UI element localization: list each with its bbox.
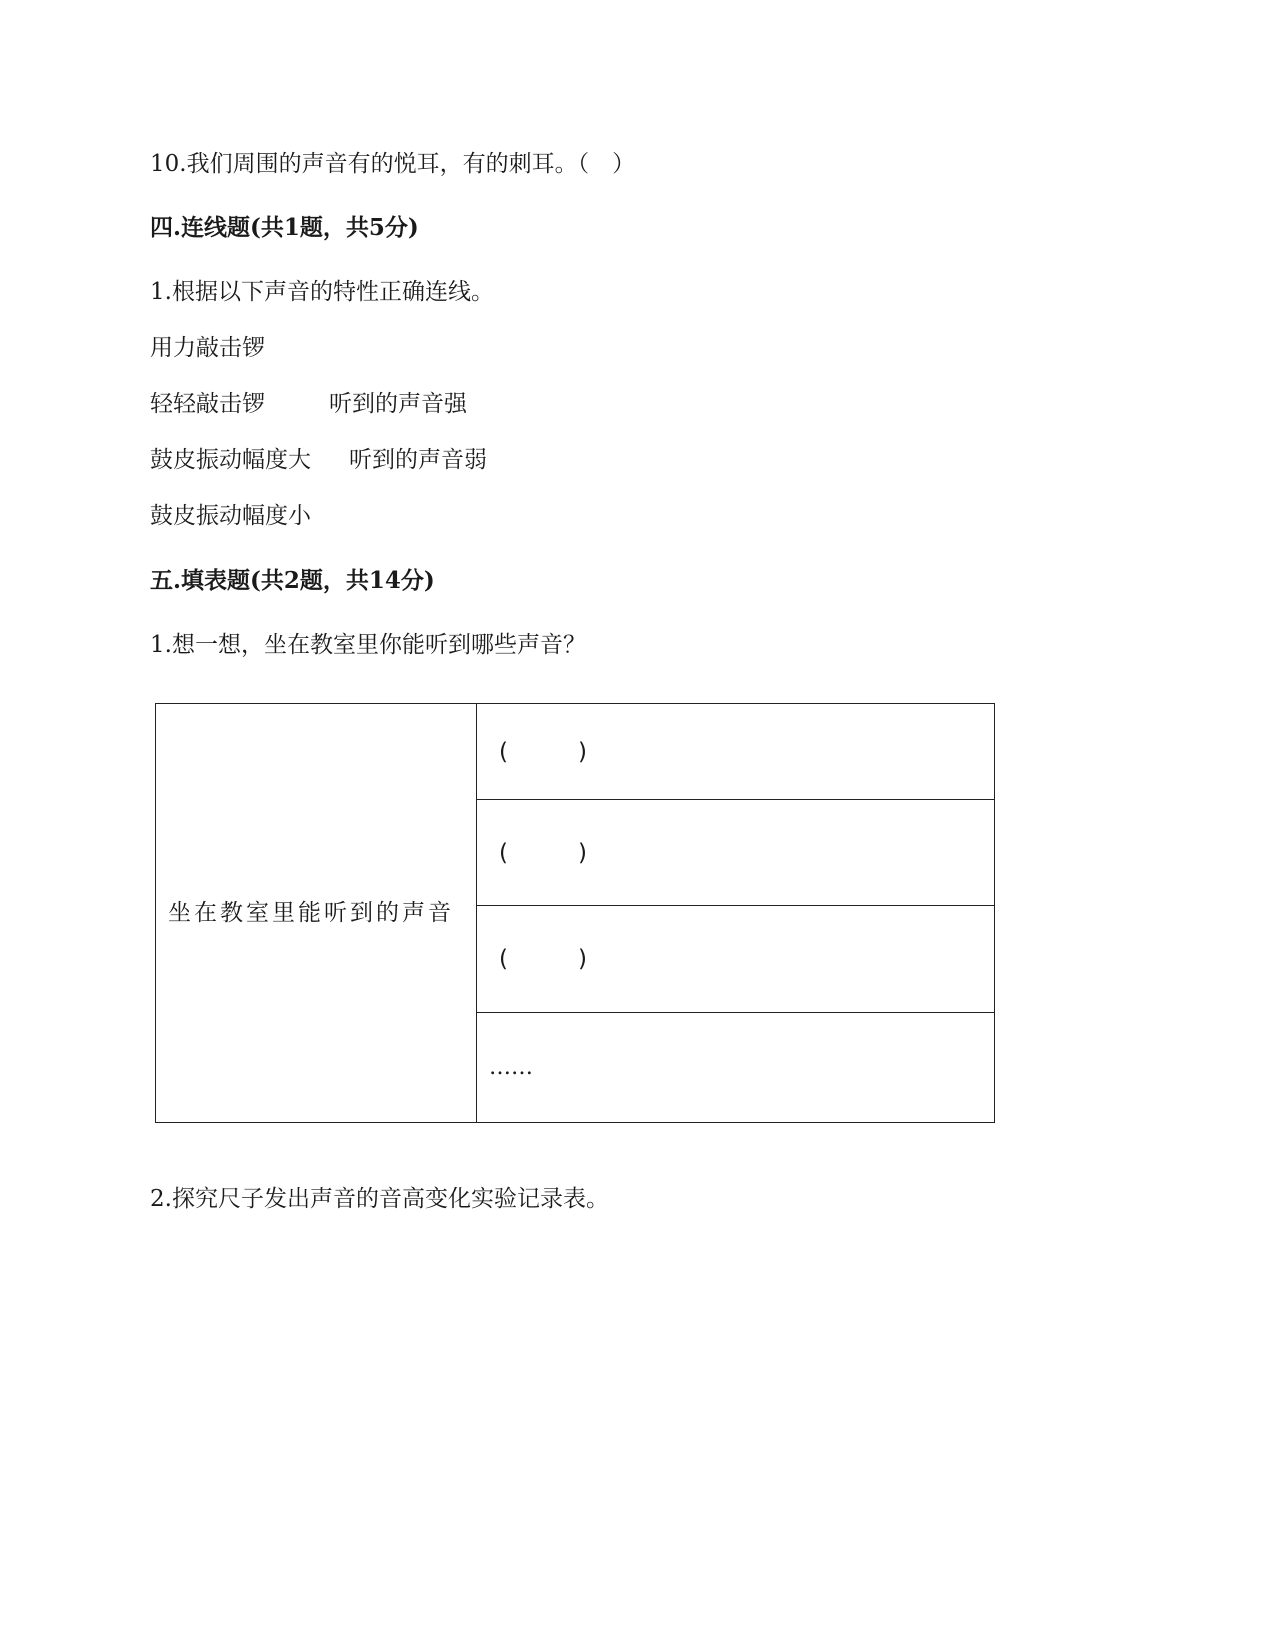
matching-left-item: 用力敲击锣 [150, 335, 265, 361]
answer-blank: ( ) [499, 839, 587, 866]
section-5-heading: 五.填表题(共2题，共14分) [150, 567, 435, 594]
fill-table-question-1: 1.想一想，坐在教室里你能听到哪些声音？ [150, 632, 586, 658]
fill-table-question-2: 2.探究尺子发出声音的音高变化实验记录表。 [150, 1186, 609, 1212]
section-4-heading: 四.连线题(共1题，共5分) [150, 214, 419, 241]
answer-blank: ( ) [499, 738, 587, 765]
matching-right-item: 听到的声音弱 [349, 447, 487, 473]
matching-row-3 [150, 444, 487, 476]
matching-right-item: 听到的声音强 [329, 391, 467, 417]
matching-question: 1.根据以下声音的特性正确连线。 [150, 279, 494, 305]
question-10: 10.我们周围的声音有的悦耳，有的刺耳。（ ） [150, 151, 636, 177]
matching-left-item: 鼓皮振动幅度大 [150, 447, 311, 473]
sounds-table [155, 703, 995, 1123]
matching-row-2 [150, 388, 467, 420]
table-label-cell: 坐在教室里能听到的声音 [156, 704, 477, 1123]
matching-left-item: 鼓皮振动幅度小 [150, 503, 311, 529]
answer-cell[interactable] [477, 800, 995, 906]
matching-left-item: 轻轻敲击锣 [150, 391, 265, 417]
ellipsis-cell: …… [477, 1012, 995, 1122]
answer-blank: ( ) [499, 946, 587, 973]
answer-cell[interactable] [477, 704, 995, 800]
answer-cell[interactable] [477, 906, 995, 1012]
